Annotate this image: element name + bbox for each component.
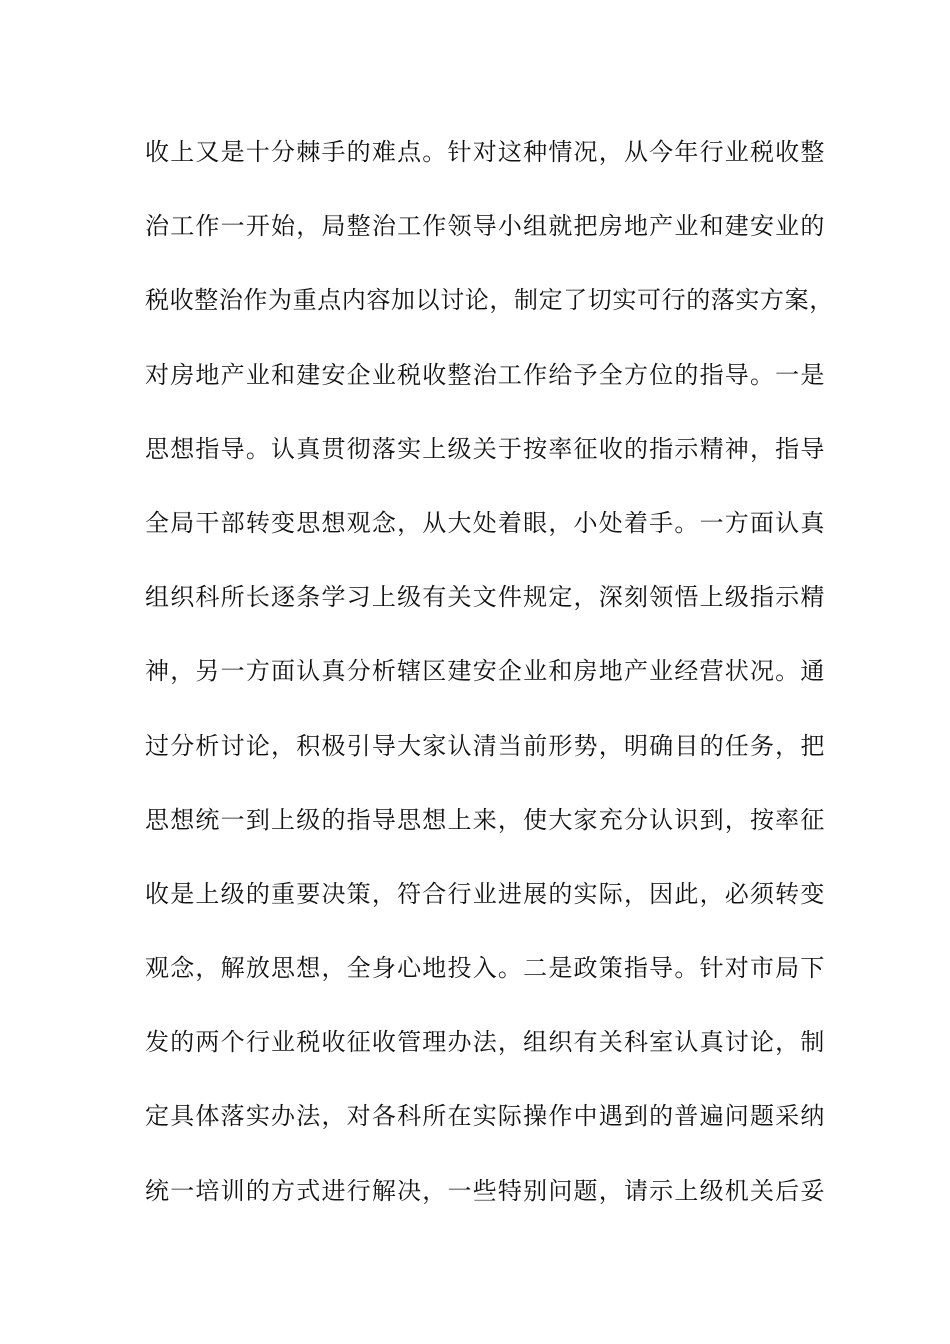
text-line: 组织科所长逐条学习上级有关文件规定，深刻领悟上级指示精 <box>145 583 825 612</box>
text-line: 发的两个行业税收征收管理办法，组织有关科室认真讨论，制 <box>145 1028 825 1057</box>
text-line: 税收整治作为重点内容加以讨论，制定了切实可行的落实方案， <box>145 286 834 315</box>
text-line: 定具体落实办法，对各科所在实际操作中遇到的普遍问题采纳 <box>145 1102 825 1131</box>
text-line: 统一培训的方式进行解决，一些特别问题，请示上级机关后妥 <box>145 1176 825 1205</box>
text-line: 思想指导。认真贯彻落实上级关于按率征收的指示精神，指导 <box>145 434 825 463</box>
text-line: 思想统一到上级的指导思想上来，使大家充分认识到，按率征 <box>145 805 825 834</box>
text-line: 全局干部转变思想观念，从大处着眼，小处着手。一方面认真 <box>145 508 825 537</box>
text-line: 对房地产业和建安企业税收整治工作给予全方位的指导。一是 <box>145 360 825 389</box>
text-line: 治工作一开始，局整治工作领导小组就把房地产业和建安业的 <box>145 212 825 241</box>
text-line: 收是上级的重要决策，符合行业进展的实际，因此，必须转变 <box>145 879 825 908</box>
text-line: 观念，解放思想，全身心地投入。二是政策指导。针对市局下 <box>145 954 825 983</box>
text-line: 收上又是十分棘手的难点。针对这种情况，从今年行业税收整 <box>145 138 825 166</box>
body-text <box>145 134 834 1247</box>
text-line: 过分析讨论，积极引导大家认清当前形势，明确目的任务，把 <box>145 731 825 760</box>
text-line: 神，另一方面认真分析辖区建安企业和房地产业经营状况。通 <box>145 657 825 686</box>
